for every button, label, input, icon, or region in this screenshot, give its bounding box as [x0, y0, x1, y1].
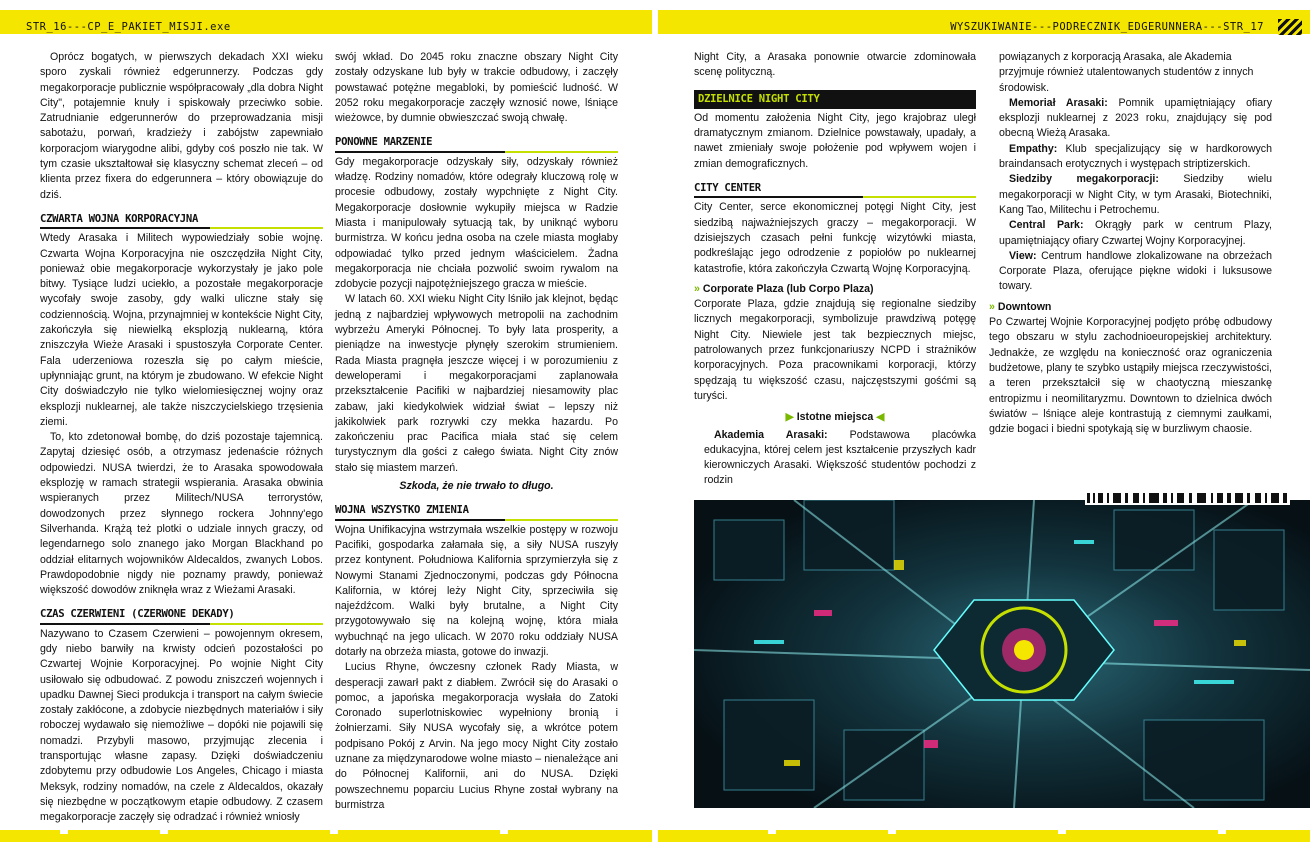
- column-3: [694, 50, 976, 489]
- definition-text: Centrum handlowe zlokalizowane na obrzeżach Corporate Plaza, oferujące piękne widoki i luksusowe towary.: [999, 249, 1272, 293]
- night-city-aerial-illustration: [694, 500, 1310, 808]
- definition-term: Empathy:: [1009, 142, 1058, 155]
- definition-item: [694, 428, 976, 489]
- definition-text: Podstawowa placówka edukacyjna, której celem jest kształcenie przyszłych kadr kierowniczych Arasaki. Większość studentów pochodzi z rodzin: [704, 428, 976, 487]
- paragraph: Corporate Plaza, gdzie znajdują się regionalne siedziby licznych megakorporacji, symbolizuje prawdziwą potęgę Night City. Niewiele jest tak bezpiecznych miejsc, patrolowanych przez funkcjonariuszy NCPD i strażników korporacyjnych. Poza pracownikami korporacji, którzy spędzają tu większość czasu, najczęstszymi gośćmi są turyści.: [694, 298, 976, 402]
- paragraph: powiązanych z korporacją Arasaka, ale Akademia przyjmuje również utalentowanych studentów z innych środowisk.: [999, 51, 1254, 94]
- section-heading: CITY CENTER: [694, 181, 976, 198]
- definition-term: Akademia Arasaki:: [714, 428, 828, 441]
- definition-text: Siedziby wielu megakorporacji w Night City, w tym Arasaki, Biotechniki, Kang Tao, Militechu i Petrochemu.: [999, 173, 1272, 216]
- paragraph: Gdy megakorporacje odzyskały siły, odzyskały również władzę. Rodziny nomadów, które odegrały kluczową rolę w procesie odbudowy, zostały wypchnięte z Night City. Megakorporacje dosłownie wykupiły miejsca w Radzie Miasta i manipulowały sytuacją tak, by uniknąć wyboru burmistrza. W końcu jedna osoba na czele miasta mogłaby odpowiadać tylko przed jednym właścicielem. Żadna megakorporacja nie chciała pozwolić swoim rywalom na zdobycie pozycji najpotężniejszego gracza w mieście.: [335, 155, 618, 291]
- definition-term: Siedziby megakorporacji:: [1009, 173, 1159, 186]
- paragraph: Po Czwartej Wojnie Korporacyjnej podjęto próbę odbudowy tego obszaru w stylu zachodnioeuropejskiej architektury. Jednakże, ze względu na konieczność oraz ograniczenia budżetowe, plany te szybko ustąpiły miejsca rzeczywistości, a teren przekształcił się w chaotyczną mieszankę entropizmu i neomilitaryzmu. Downtown to dzielnica dwóch światów – lśniące aleje kontrastują z ciemnymi zaułkami, gdzie bogaci i biedni spotykają się w burzliwym chaosie.: [989, 316, 1272, 436]
- column-4: [989, 50, 1272, 437]
- section-heading: DZIELNICE NIGHT CITY: [694, 90, 976, 109]
- section-heading: CZWARTA WOJNA KORPORACYJNA: [40, 212, 323, 229]
- subsection-title: Downtown: [997, 300, 1052, 313]
- pull-quote: Szkoda, że nie trwało to długo.: [399, 480, 554, 493]
- paragraph: W latach 60. XXI wieku Night City lśniło jak klejnot, będąc jedną z najbardziej wpływowych metropolii na zachodnim wybrzeżu Ameryki Północnej. To były lata prosperity, a pieniądze na inwestycje płynęły szerokim strumieniem. Rada Miasta pragnęła jeszcze więcej i w porozumieniu z deweloperami i megakorporacjami zaplanowała przekształcenie Pacifiki w najbardziej niesamowity plac zabaw, jaki kiedykolwiek widział świat – lepszy niż jakikolwiek park rozrywki czy mekka hazardu. Po zakończeniu prac Pacifica miała stać się celem turystycznym dla gości z całego świata. Night City znów stało się miastem marzeń.: [335, 293, 618, 474]
- paragraph: Night City, a Arasaka ponownie otwarcie zdominowała scenę polityczną.: [694, 51, 976, 79]
- subsection-heading: [694, 282, 976, 297]
- column-2: [335, 50, 618, 813]
- definition-item: [989, 218, 1272, 249]
- hazard-stripes-icon: [1278, 19, 1302, 35]
- section-heading: CZAS CZERWIENI (CZERWONE DEKADY): [40, 607, 323, 624]
- paragraph: City Center, serce ekonomicznej potęgi Night City, jest siedzibą najważniejszych graczy – megakorporacji. W dzisiejszych czasach pełni funkcję wizytówki miasta, podkreślając jego odrodzenie z popiołów po nuklearnej katastrofie, która zakończyła Czwartą Wojnę Korporacyjną.: [694, 201, 976, 275]
- paragraph: Lucius Rhyne, ówczesny członek Rady Miasta, w desperacji zawarł pakt z diabłem. Zwrócił się do Arasaki o pomoc, a japońska megakorporacja wysłała do Zatoki Coronado superlotniskowiec wypełniony bronią i żołnierzami. Siły NUSA wycofały się, a wkrótce potem podpisano Pokój z Arvin. Na jego mocy Night City zostało uznane za międzynarodowe wolne miasto – nienależące ani do Północnej Kalifornii, ani do NUSA. Dzięki powszechnemu poparciu Lucius Rhyne został wybrany na burmistrza: [335, 661, 618, 811]
- definition-item: [989, 96, 1272, 142]
- arrow-left-icon: ◀: [876, 411, 885, 424]
- city-illustration-svg: [694, 500, 1310, 808]
- section-heading: WOJNA WSZYSTKO ZMIENIA: [335, 503, 618, 520]
- paragraph: Oprócz bogatych, w pierwszych dekadach XXI wieku sporo zyskali również edgerunnerzy. Podczas gdy megakorporacje publicznie współpracowały „dla dobra Night City", potajemnie knuły i spiskowały przeciwko sobie. Zatrudnianie edgerunnerów do przeprowadzania misji sabotażu, porwań, kradzieży i zabójstw zapewniało korporacjom wiarygodne alibi, gdyby coś poszło nie tak. W tym czasie ukształtował się klasyczny schemat zleceń – od klienta przez fixera do edgerunnera – który obowiązuje do dziś.: [40, 51, 323, 201]
- places-heading: [694, 410, 976, 425]
- definition-term: Memoriał Arasaki:: [1009, 96, 1108, 109]
- paragraph: swój wkład. Do 2045 roku znaczne obszary Night City zostały odzyskane lub były w trakcie odbudowy, i zaczęły powstawać potężne megabloki, by pomieścić ludność. W 2052 roku megakorporacje zaczęły wznosić nowe, lśniące wieżowce, by dumnie obwieszczać swoją chwałę.: [335, 51, 618, 125]
- left-page-footer: [0, 830, 652, 848]
- definition-term: View:: [1009, 249, 1037, 262]
- places-title: Istotne miejsca: [796, 411, 874, 424]
- chevron-right-icon: »: [989, 300, 995, 313]
- section-heading: PONOWNE MARZENIE: [335, 135, 618, 152]
- right-page-header: [658, 0, 1310, 34]
- paragraph: Nazywano to Czasem Czerwieni – powojennym okresem, gdy niebo barwiły na krwisty odcień pozostałości po Czwartej Wojnie Korporacyjnej. Po wojnie Night City usiłowało się odbudować. Z powodu zniszczeń wojennych i upadku Dawnej Sieci produkcja i transport na całym świecie zostały zakłócone, a zdobycie niezbędnych materiałów i siły roboczej wydawało się niemożliwe – dopóki nie pojawili się nomadzi. Przybyli masowo, przyjmując zlecenia i transportując własne zapasy. Dzięki doświadczeniu zdobytemu przy odbudowie Los Angeles, Chicago i miasta Meksyk, rodziny nomadów, na czele z Aldecaldos, okazały się niezbędne w początkowym etapie odbudowy. Z czasem megakorporacje zaczęły się odradzać i również wniosły: [40, 627, 323, 824]
- paragraph: Wtedy Arasaka i Militech wypowiedziały sobie wojnę. Czwarta Wojna Korporacyjna nie oszczędziła Night City, ponieważ obie megakorporacje wykorzystały je jako pole bitwy. Tysiące ludzi uciekło, a pozostałe megakorporacje wycofały swoje zasoby, gdy walki uliczne stały się codziennością. Wojna, przynajmniej w kontekście Night City, zakończyła się niewielką eksplozją nuklearną, która zniszczyła Wieże Arasaki i spustoszyła Corporate Center. Fala uderzeniowa rozeszła się po całym mieście, upłynniając grunt, na którym je zbudowano. W efekcie Night City doświadczyło nie tylko wielomiesięcznej wojny oraz eksplozji nuklearnej, ale także niszczycielskiego trzęsienia ziemi.: [40, 232, 323, 428]
- left-page-header: [0, 0, 652, 34]
- paragraph: To, kto zdetonował bombę, do dziś pozostaje tajemnicą. Zapytaj dziesięć osób, a otrzymasz jedenaście różnych odpowiedzi. NUSA twierdzi, że to Arasaka spowodowała eksplozję w ramach strategii wspierania. Arasaka obwinia wspieranych przez Militech/NUSA terrorystów, dowodzonych przez słynnego rockera Johnny'ego Silverhanda. Krążą też plotki o udziale innych graczy, od legendarnego solo znanego jako Morgan Blackhand po oddział elitarnych wojowników Aldecaldos, zwanych Lobos. Prawdopodobnie nigdy nie poznamy prawdy, ponieważ większość dowodów zniknęła wraz z Wieżami Arasaki.: [40, 431, 323, 597]
- definition-text: Pomnik upamiętniający ofiary eksplozji nuklearnej z 2023 roku, znajdujący się pod obecną Wieżą Arasaka.: [999, 96, 1272, 140]
- definition-item: [989, 142, 1272, 173]
- barcode-decoration: [1085, 491, 1290, 505]
- subsection-title: Corporate Plaza (lub Corpo Plaza): [702, 282, 874, 295]
- right-page-footer: [658, 830, 1310, 848]
- definition-item: [989, 172, 1272, 218]
- page-spine: [652, 0, 658, 848]
- column-1: [40, 50, 323, 826]
- subsection-heading: [989, 300, 1272, 315]
- paragraph: Od momentu założenia Night City, jego krajobraz uległ dramatycznym zmianom. Dzielnice powstawały, upadały, a nawet zmieniały swoje położenie pod wpływem wojen i zmian demograficznych.: [694, 111, 976, 170]
- paragraph: Wojna Unifikacyjna wstrzymała wszelkie postępy w rozwoju Pacifiki, gospodarka załamała się, a siły NUSA ruszyły przez kontynent. Południowa Kalifornia sprzymierzyła się z Nowymi Stanami Zjednoczonymi, podczas gdy Północna Kalifornia, w której leży Night City, sprzeciwiła się najeźdźcom. Walki były brutalne, a Night City przygotowywało się na kolejną wojnę, która miała wybuchnąć na jego ulicach. W 2070 roku oddziały NUSA dotarły na obrzeża miasta, gotowe do inwazji.: [335, 523, 618, 658]
- definition-term: Central Park:: [1009, 219, 1084, 232]
- definition-text: Okrągły park w centrum Plazy, upamiętniający ofiary Czwartej Wojny Korporacyjnej.: [999, 219, 1272, 247]
- left-header-label: STR_16---CP_E_PAKIET_MISJI.exe: [26, 21, 231, 33]
- right-header-label: WYSZUKIWANIE---PODRECZNIK_EDGERUNNERA---STR_17: [950, 21, 1264, 33]
- definition-item: [989, 249, 1272, 295]
- chevron-right-icon: »: [694, 282, 700, 295]
- arrow-right-icon: ▶: [785, 411, 794, 424]
- definition-text: Klub specjalizujący się w hardkorowych braindansach erotycznych i występach striptizerskich.: [999, 142, 1272, 171]
